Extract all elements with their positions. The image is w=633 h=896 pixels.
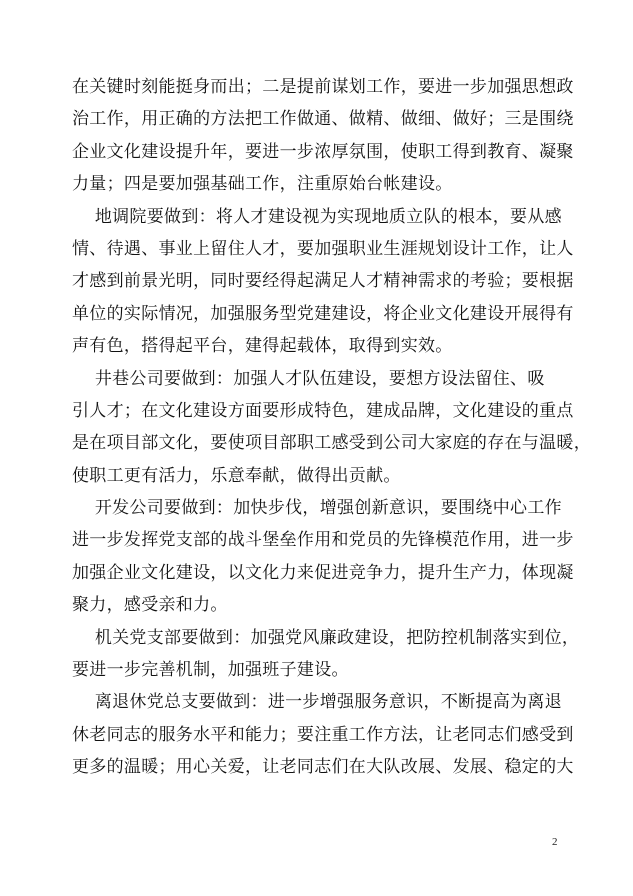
text-line: 开发公司要做到：加快步伐，增强创新意识，要围绕中心工作 bbox=[72, 498, 562, 519]
text-line: 离退休党总支要做到：进一步增强服务意识，不断提高为离退 bbox=[72, 692, 562, 713]
text-line: 加强企业文化建设，以文化力来促进竞争力，提升生产力，体现凝 bbox=[72, 562, 574, 583]
text-line: 机关党支部要做到：加强党风廉政建设，把防控机制落实到位， bbox=[72, 627, 580, 648]
text-line: 井巷公司要做到：加强人才队伍建设，要想方设法留住、吸 bbox=[72, 368, 545, 389]
text-line: 地调院要做到：将人才建设视为实现地质立队的根本，要从感 bbox=[72, 206, 562, 227]
text-line: 要进一步完善机制，加强班子建设。 bbox=[72, 660, 349, 681]
text-line: 声有色，搭得起平台，建得起载体，取得到实效。 bbox=[72, 336, 453, 357]
page-number: 2 bbox=[552, 836, 558, 848]
text-line: 企业文化建设提升年，要进一步浓厚氛围，使职工得到教育、凝聚 bbox=[72, 141, 574, 162]
text-line: 情、待遇、事业上留住人才，要加强职业生涯规划设计工作，让人 bbox=[72, 238, 574, 259]
text-line: 治工作，用正确的方法把工作做通、做精、做细、做好；三是围绕 bbox=[72, 109, 574, 130]
text-line: 休老同志的服务水平和能力；要注重工作方法，让老同志们感受到 bbox=[72, 724, 574, 745]
text-line: 使职工更有活力，乐意奉献，做得出贡献。 bbox=[72, 465, 401, 486]
text-line: 引人才；在文化建设方面要形成特色，建成品牌，文化建设的重点 bbox=[72, 400, 574, 421]
text-line: 更多的温暖；用心关爱，让老同志们在大队改展、发展、稳定的大 bbox=[72, 757, 574, 778]
text-line: 聚力，感受亲和力。 bbox=[72, 595, 228, 616]
text-line: 在关键时刻能挺身而出；二是提前谋划工作，要进一步加强思想政 bbox=[72, 77, 574, 97]
text-line: 力量；四是要加强基础工作，注重原始台帐建设。 bbox=[72, 174, 453, 195]
text-line: 进一步发挥党支部的战斗堡垒作用和党员的先锋模范作用，进一步 bbox=[72, 530, 574, 551]
text-line: 才感到前景光明，同时要经得起满足人才精神需求的考验；要根据 bbox=[72, 271, 574, 292]
text-line: 单位的实际情况，加强服务型党建建设，将企业文化建设开展得有 bbox=[72, 303, 574, 324]
document-body bbox=[72, 71, 591, 784]
text-line: 是在项目部文化，要使项目部职工感受到公司大家庭的存在与温暖， bbox=[72, 433, 591, 454]
